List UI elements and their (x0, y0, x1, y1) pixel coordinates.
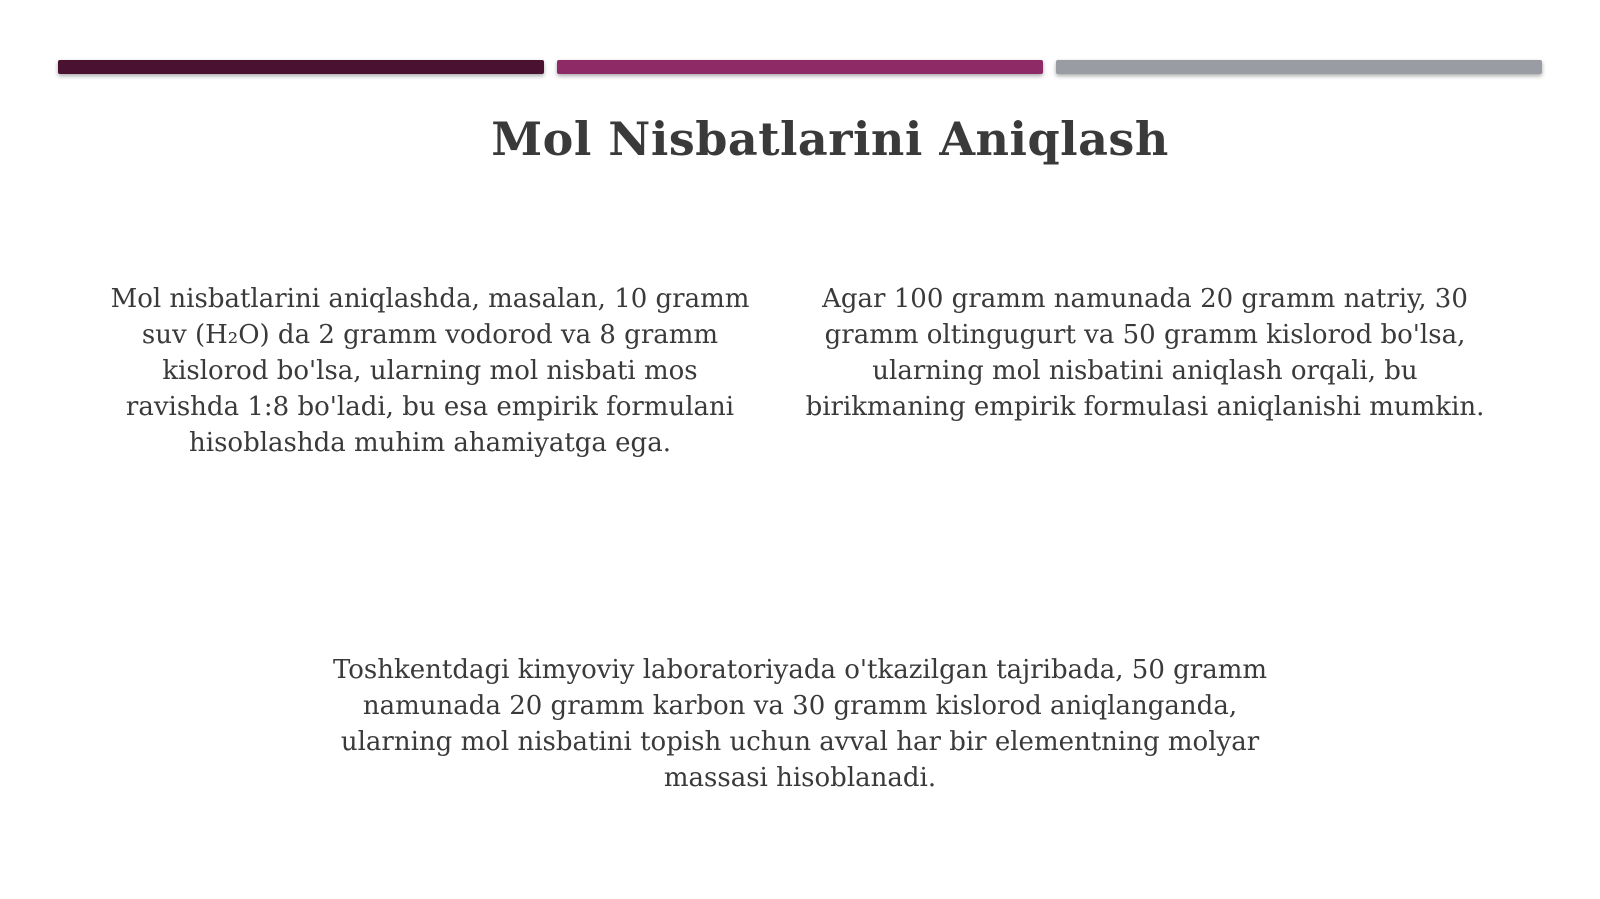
paragraph-right: Agar 100 gramm namunada 20 gramm natriy, 30 gramm oltingugurt va 50 gramm kislorod bo'lsa, ularning mol nisbatini aniqlash orqali, bu birikmaning empirik formulasi aniqlanishi mumkin. (805, 284, 1485, 422)
accent-bar-dark (58, 60, 544, 74)
slide-title: Mol Nisbatlarini Aniqlash (491, 112, 1169, 166)
accent-bar-gray (1056, 60, 1542, 74)
paragraph-bottom: Toshkentdagi kimyoviy laboratoriyada o'tkazilgan tajribada, 50 gramm namunada 20 gramm karbon va 30 gramm kislorod aniqlanganda, ularning mol nisbatini topish uchun avval har bir elementning molyar massasi hisoblanadi. (332, 655, 1268, 793)
accent-bar-magenta (557, 60, 1043, 74)
paragraph-left: Mol nisbatlarini aniqlashda, masalan, 10 gramm suv (H₂O) da 2 gramm vodorod va 8 gramm kislorod bo'lsa, ularning mol nisbati mos ravishda 1:8 bo'ladi, bu esa empirik formulani hisoblashda muhim ahamiyatga ega. (110, 284, 750, 458)
